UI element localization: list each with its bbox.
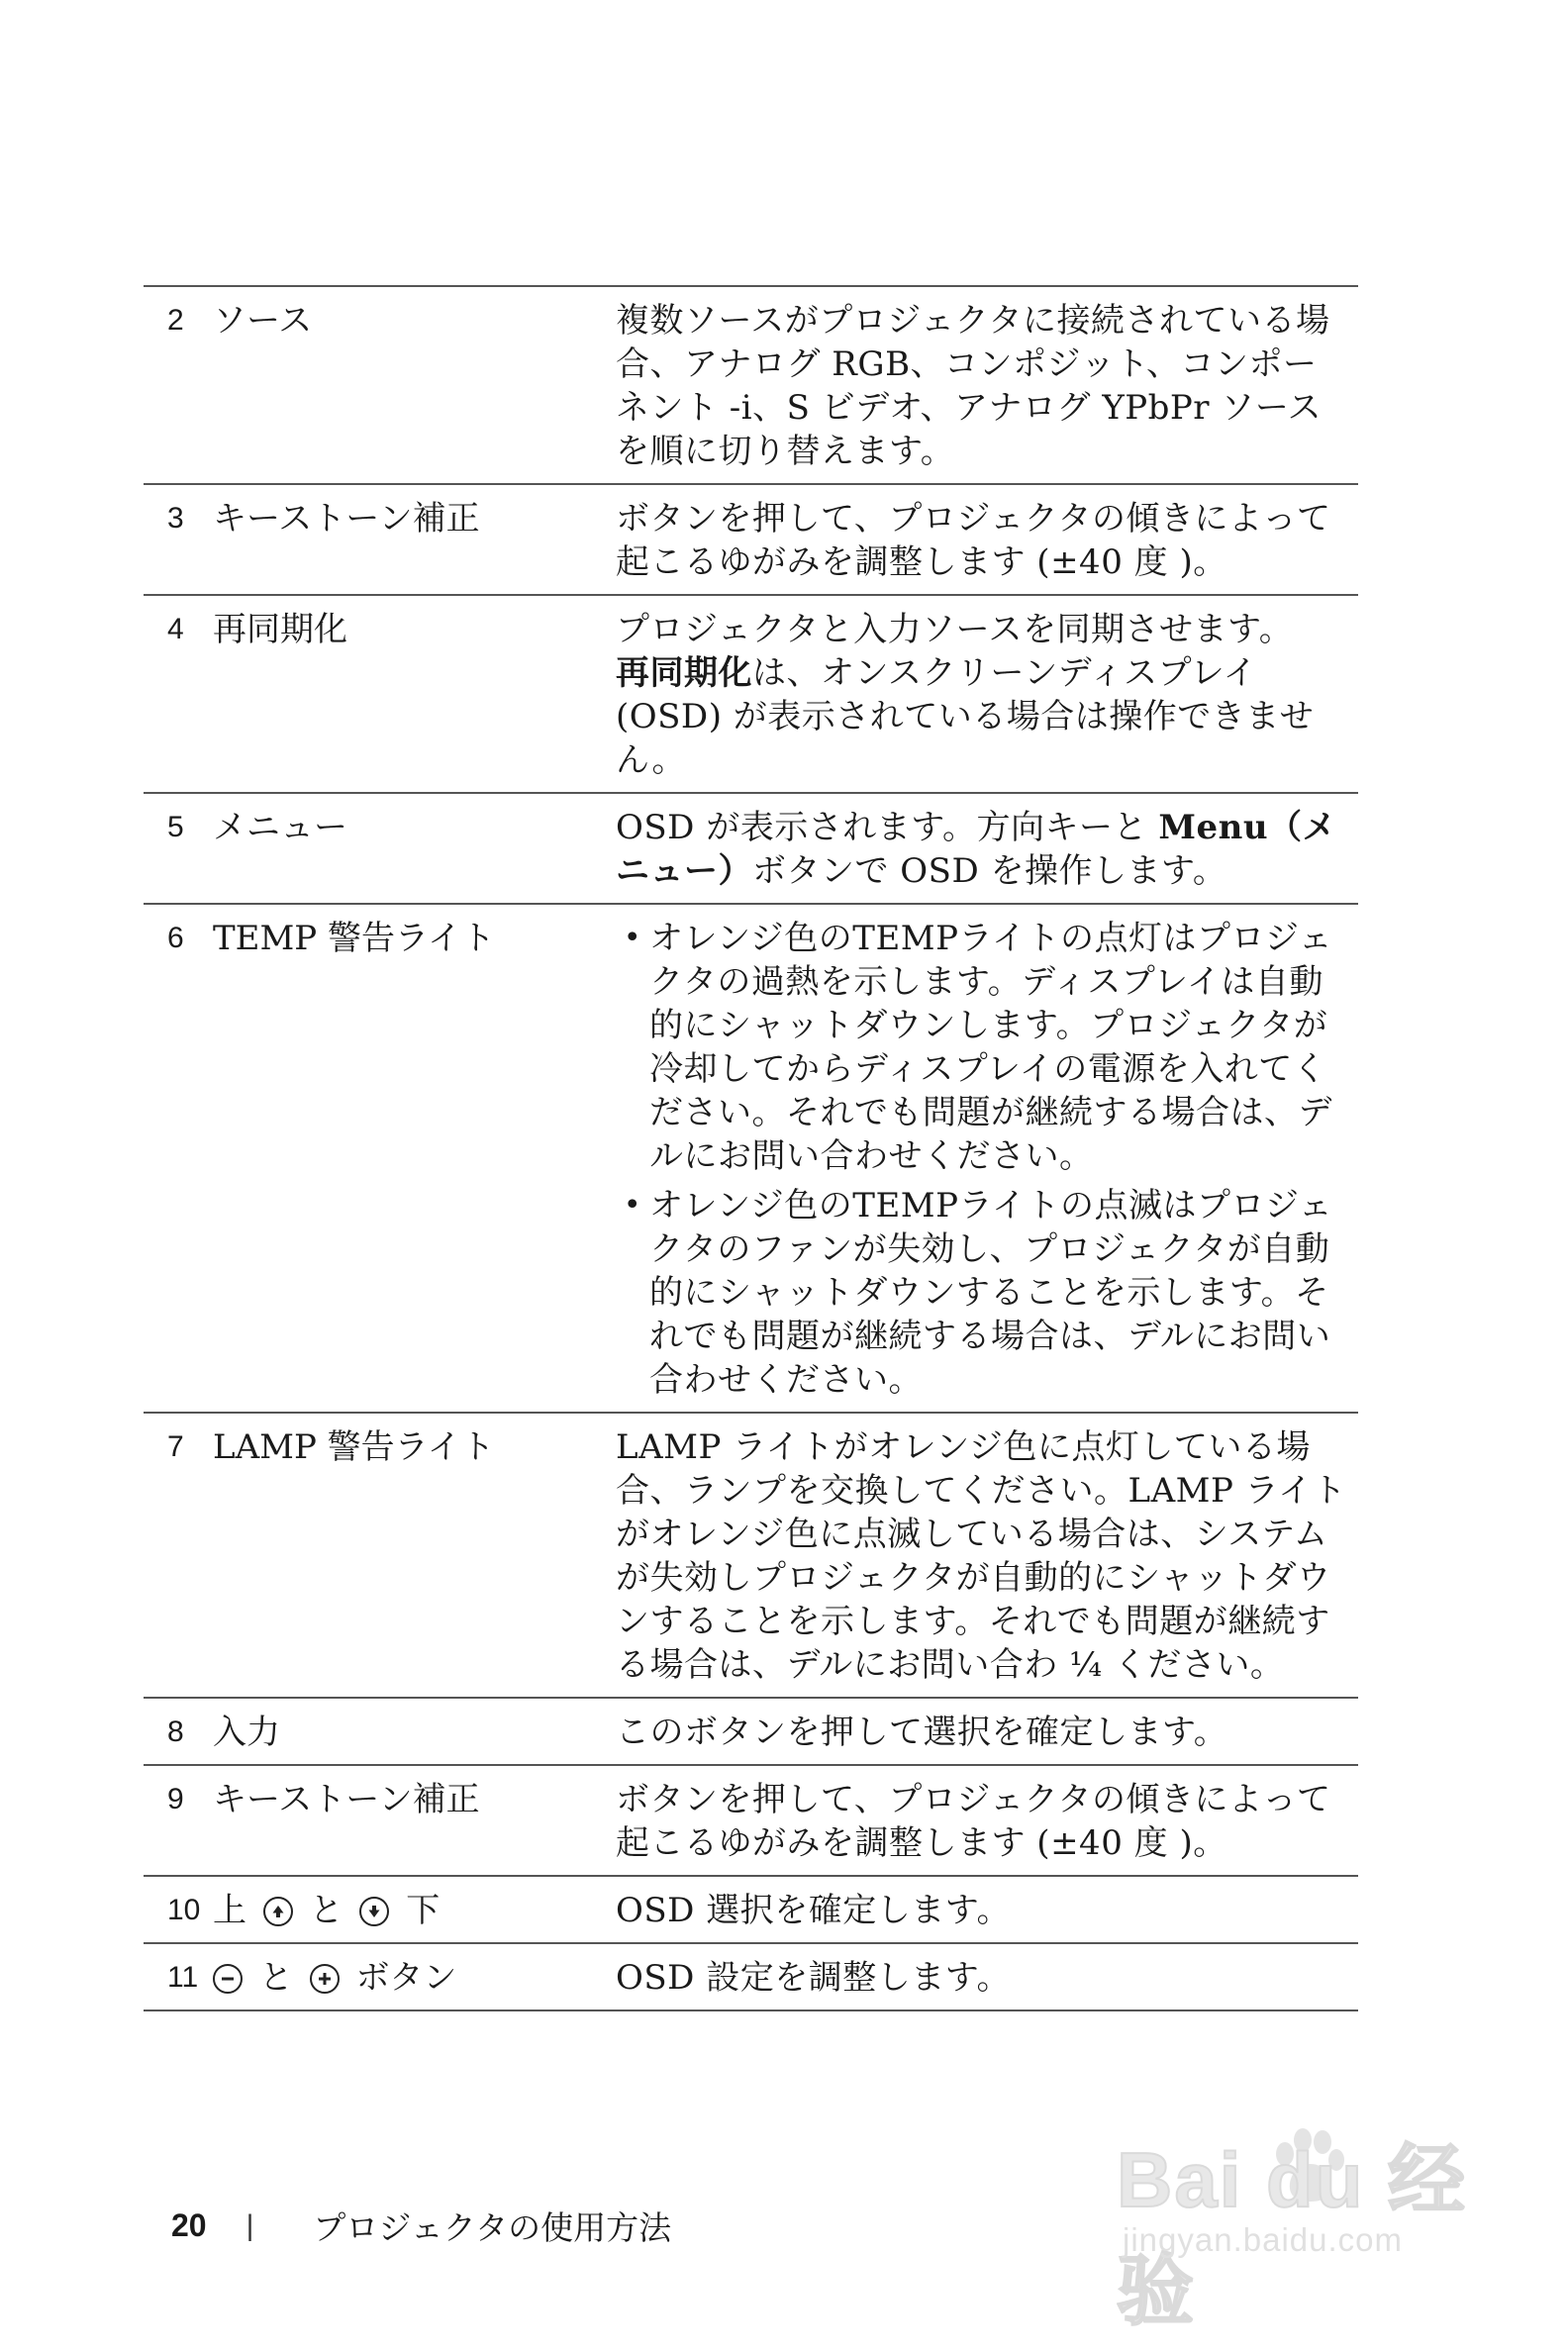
table-row	[144, 1766, 1358, 1877]
row-description: ボタンを押して、プロジェクタの傾きによって起こるゆがみを調整します (±40 度 )。	[616, 1780, 1331, 1863]
table-row	[144, 905, 1358, 1414]
row-description: このボタンを押して選択を確定します。	[616, 1713, 1228, 1752]
row-description: ボタンを押して、プロジェクタの傾きによって起こるゆがみを調整します (±40 度 )。	[616, 499, 1331, 582]
row-number: 10	[167, 1894, 201, 1926]
row-name	[213, 1889, 616, 1932]
name-text: と	[258, 1958, 293, 1998]
row-number: 7	[167, 1430, 184, 1463]
row-description	[616, 917, 1358, 1402]
bullet-item	[616, 917, 1348, 1178]
plus-circle-icon	[310, 1964, 340, 1994]
down-arrow-circle-icon	[359, 1897, 389, 1926]
name-text: と	[309, 1891, 343, 1930]
table-row	[144, 287, 1358, 485]
row-name: LAMP 警告ライト	[213, 1427, 495, 1467]
desc-text: ボタンで OSD を操作します。	[752, 851, 1227, 891]
up-arrow-circle-icon	[263, 1897, 293, 1926]
row-name: キーストーン補正	[213, 1780, 480, 1819]
table-row	[144, 485, 1358, 596]
row-name: 入力	[213, 1713, 280, 1752]
watermark-url: jingyan.baidu.com	[1123, 2221, 1403, 2258]
bullet-text: オレンジ色のTEMPライトの点滅はプロジェクタのファンが失効し、プロジェクタが自動的にシャットダウンすることを示します。それでも問題が継続する場合は、デルにお問い合わせください。	[649, 1186, 1333, 1400]
row-number: 6	[167, 922, 184, 954]
table-row	[144, 1699, 1358, 1766]
desc-text: OSD が表示されます。方向キーと	[616, 808, 1159, 847]
page-footer	[171, 2203, 671, 2249]
desc-bold-term: 再同期化	[616, 653, 752, 693]
desc-text: は、オンスクリーンディスプレイ (OSD) が表示されている場合は操作できません。	[616, 653, 1315, 780]
row-description: OSD 選択を確定します。	[616, 1891, 1012, 1930]
row-number: 4	[167, 613, 184, 645]
watermark-brand: Bai du 经验	[1117, 2136, 1468, 2334]
bullet-icon: •	[623, 1188, 642, 1223]
name-text: 上	[213, 1891, 246, 1930]
table-row	[144, 1414, 1358, 1699]
row-number: 11	[167, 1961, 199, 1994]
row-description	[616, 608, 1358, 782]
row-description	[616, 806, 1358, 893]
row-name: キーストーン補正	[213, 499, 480, 539]
name-text: 下	[406, 1891, 441, 1930]
desc-line: プロジェクタと入力ソースを同期させます。	[616, 610, 1294, 649]
footer-separator: |	[245, 2208, 254, 2242]
row-name	[213, 1956, 616, 2000]
bullet-text: オレンジ色のTEMPライトの点灯はプロジェクタの過熱を示します。ディスプレイは自動的にシャットダウンします。プロジェクタが冷却してからディスプレイの電源を入れてください。それでも問題が継続する場合は、デルにお問い合わせください。	[649, 919, 1333, 1176]
row-name: メニュー	[213, 808, 347, 847]
row-description: OSD 設定を調整します。	[616, 1958, 1012, 1998]
row-description: LAMP ライトがオレンジ色に点灯している場合、ランプを交換してください。LAMP ライトがオレンジ色に点滅している場合は、システムが失効しプロジェクタが自動的にシャットダウンすることを示します。それでも問題が継続する場合は、デルにお問い合わ ¼ ください。	[616, 1427, 1347, 1685]
row-name: ソース	[213, 301, 313, 341]
row-number: 3	[167, 502, 184, 535]
desc-bold-term: Menu（メニュー）	[616, 808, 1337, 891]
row-number: 2	[167, 304, 184, 337]
name-text: ボタン	[355, 1958, 457, 1998]
row-description: 複数ソースがプロジェクタに接続されている場合、アナログ RGB、コンポジット、コンポーネント -i、S ビデオ、アナログ YPbPr ソースを順に切り替えます。	[616, 301, 1330, 471]
row-name: 再同期化	[213, 610, 347, 649]
baidu-watermark	[1117, 2118, 1513, 2334]
table-row	[144, 596, 1358, 794]
row-number: 9	[167, 1783, 184, 1815]
bullet-icon: •	[623, 921, 642, 955]
button-spec-table	[144, 285, 1358, 2011]
bullet-item	[616, 1184, 1348, 1402]
page-number: 20	[171, 2207, 207, 2243]
table-row	[144, 794, 1358, 905]
row-name: TEMP 警告ライト	[213, 919, 495, 958]
row-number: 8	[167, 1715, 184, 1748]
row-number: 5	[167, 811, 184, 843]
chapter-title: プロジェクタの使用方法	[313, 2208, 672, 2247]
minus-circle-icon	[213, 1964, 243, 1994]
table-row	[144, 1877, 1358, 1944]
table-row	[144, 1944, 1358, 2011]
